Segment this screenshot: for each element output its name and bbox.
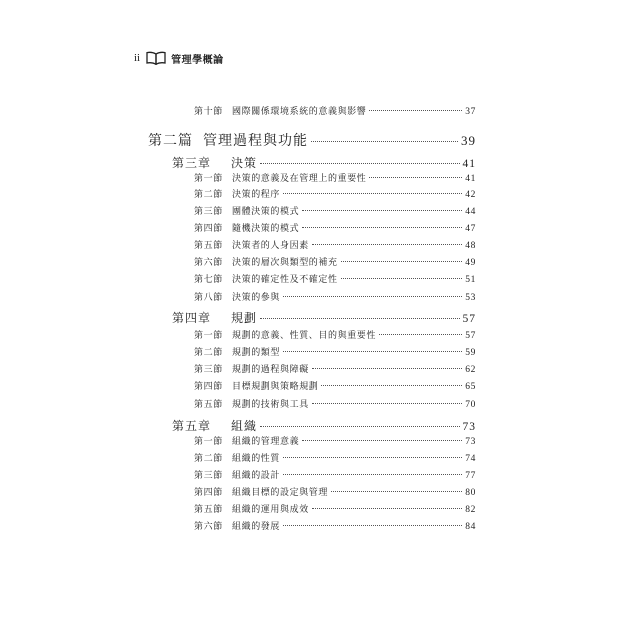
toc-entry-label: 第二節 (194, 190, 223, 200)
toc-entry-title: 目標規劃與策略規劃 (232, 382, 319, 392)
toc-entry-page-number: 44 (465, 207, 476, 217)
toc-entry-title: 規劃 (231, 311, 258, 325)
toc-entry-title: 組織的運用與成效 (232, 505, 309, 515)
toc-entry-title: 決策 (231, 156, 258, 170)
toc-entry-title: 規劃的類型 (232, 348, 281, 358)
toc-entry-page-number: 65 (465, 382, 476, 392)
toc-entry-title: 決策的層次與類型的補充 (232, 258, 338, 268)
toc-entry-page-number: 49 (465, 258, 476, 268)
toc-entry-title: 組織 (231, 419, 258, 433)
dot-leader (312, 508, 462, 509)
toc-entry-label: 第三節 (194, 207, 223, 217)
toc-section-entry[interactable] (194, 519, 476, 533)
toc-entry-page-number: 59 (465, 348, 476, 358)
toc-section-entry[interactable] (194, 397, 476, 411)
toc-entry-page-number: 41 (465, 174, 476, 184)
toc-entry-label: 第五節 (194, 400, 223, 410)
toc-entry-label: 第二篇 (148, 133, 193, 149)
toc-section-entry[interactable] (194, 272, 476, 286)
toc-entry-label: 第四章 (172, 311, 212, 325)
page-number: ii (134, 52, 141, 64)
dot-leader (369, 177, 462, 178)
dot-leader (369, 110, 462, 111)
toc-entry-title: 組織的管理意義 (232, 437, 300, 447)
toc-entry-page-number: 84 (465, 522, 476, 532)
dot-leader (331, 491, 462, 492)
running-header (134, 50, 224, 66)
dot-leader (312, 244, 462, 245)
toc-entry-label: 第一節 (194, 174, 223, 184)
dot-leader (283, 351, 462, 352)
toc-entry-label: 第四節 (194, 382, 223, 392)
toc-chapter-entry[interactable] (172, 417, 476, 433)
dot-leader (260, 318, 459, 319)
toc-entry-title: 組織目標的設定與管理 (232, 488, 329, 498)
toc-entry-page-number: 41 (462, 158, 476, 170)
toc-entry-label: 第十節 (194, 107, 223, 117)
dot-leader (260, 163, 459, 164)
toc-entry-label: 第二節 (194, 348, 223, 358)
toc-entry-label: 第三章 (172, 156, 212, 170)
toc-entry-label: 第八節 (194, 293, 223, 303)
dot-leader (283, 457, 462, 458)
toc-entry-title: 規劃的技術與工具 (232, 400, 309, 410)
dot-leader (312, 403, 462, 404)
toc-entry-page-number: 39 (461, 133, 476, 148)
toc-entry-label: 第五章 (172, 419, 212, 433)
toc-section-entry[interactable] (194, 104, 476, 118)
toc-entry-page-number: 73 (462, 421, 476, 433)
toc-entry-label: 第一節 (194, 437, 223, 447)
toc-entry-title: 決策的確定性及不確定性 (232, 275, 338, 285)
toc-chapter-entry[interactable] (172, 154, 476, 170)
toc-entry-page-number: 62 (465, 365, 476, 375)
toc-section-entry[interactable] (194, 502, 476, 516)
toc-section-entry[interactable] (194, 485, 476, 499)
toc-entry-page-number: 37 (465, 107, 476, 117)
open-book-icon (146, 51, 166, 65)
toc-entry-title: 團體決策的模式 (232, 207, 300, 217)
dot-leader (302, 210, 462, 211)
toc-section-entry[interactable] (194, 345, 476, 359)
toc-section-entry[interactable] (194, 187, 476, 201)
toc-entry-label: 第二節 (194, 454, 223, 464)
toc-entry-label: 第四節 (194, 224, 223, 234)
toc-section-entry[interactable] (194, 171, 476, 185)
dot-leader (341, 261, 463, 262)
dot-leader (379, 334, 462, 335)
toc-section-entry[interactable] (194, 362, 476, 376)
toc-entry-page-number: 70 (465, 400, 476, 410)
toc-entry-page-number: 42 (465, 190, 476, 200)
toc-entry-page-number: 57 (465, 331, 476, 341)
toc-section-entry[interactable] (194, 255, 476, 269)
toc-section-entry[interactable] (194, 238, 476, 252)
toc-section-entry[interactable] (194, 328, 476, 342)
toc-entry-title: 規劃的過程與障礙 (232, 365, 309, 375)
toc-entry-title: 決策者的人身因素 (232, 241, 309, 251)
toc-entry-label: 第七節 (194, 275, 223, 285)
toc-entry-title: 組織的發展 (232, 522, 281, 532)
toc-part-entry[interactable] (148, 130, 476, 148)
toc-entry-page-number: 77 (465, 471, 476, 481)
toc-entry-title: 國際關係環境系統的意義與影響 (232, 107, 367, 117)
toc-entry-page-number: 53 (465, 293, 476, 303)
toc-section-entry[interactable] (194, 379, 476, 393)
toc-section-entry[interactable] (194, 451, 476, 465)
toc-entry-label: 第六節 (194, 522, 223, 532)
toc-entry-label: 第一節 (194, 331, 223, 341)
toc-entry-page-number: 47 (465, 224, 476, 234)
toc-entry-title: 管理過程與功能 (203, 133, 308, 149)
toc-section-entry[interactable] (194, 221, 476, 235)
toc-section-entry[interactable] (194, 434, 476, 448)
toc-entry-label: 第三節 (194, 365, 223, 375)
dot-leader (341, 278, 463, 279)
toc-entry-page-number: 51 (465, 275, 476, 285)
toc-entry-label: 第五節 (194, 505, 223, 515)
toc-entry-title: 規劃的意義、性質、目的與重要性 (232, 331, 377, 341)
toc-entry-page-number: 73 (465, 437, 476, 447)
toc-section-entry[interactable] (194, 290, 476, 304)
dot-leader (302, 440, 462, 441)
toc-entry-title: 決策的意義及在管理上的重要性 (232, 174, 367, 184)
dot-leader (283, 525, 462, 526)
toc-section-entry[interactable] (194, 204, 476, 218)
dot-leader (321, 385, 462, 386)
toc-entry-page-number: 80 (465, 488, 476, 498)
toc-entry-title: 組織的設計 (232, 471, 281, 481)
book-title: 管理學概論 (171, 54, 224, 66)
toc-entry-page-number: 48 (465, 241, 476, 251)
toc-entry-title: 隨機決策的模式 (232, 224, 300, 234)
toc-entry-title: 決策的程序 (232, 190, 281, 200)
dot-leader (311, 141, 458, 142)
dot-leader (260, 426, 459, 427)
toc-entry-title: 組織的性質 (232, 454, 281, 464)
toc-entry-label: 第三節 (194, 471, 223, 481)
dot-leader (302, 227, 462, 228)
toc-entry-label: 第四節 (194, 488, 223, 498)
toc-chapter-entry[interactable] (172, 309, 476, 325)
toc-section-entry[interactable] (194, 468, 476, 482)
toc-entry-page-number: 57 (462, 313, 476, 325)
toc-entry-label: 第六節 (194, 258, 223, 268)
dot-leader (283, 296, 462, 297)
dot-leader (312, 368, 462, 369)
toc-entry-page-number: 82 (465, 505, 476, 515)
toc-entry-label: 第五節 (194, 241, 223, 251)
dot-leader (283, 474, 462, 475)
toc-entry-title: 決策的參與 (232, 293, 281, 303)
dot-leader (283, 193, 462, 194)
toc-entry-page-number: 74 (465, 454, 476, 464)
